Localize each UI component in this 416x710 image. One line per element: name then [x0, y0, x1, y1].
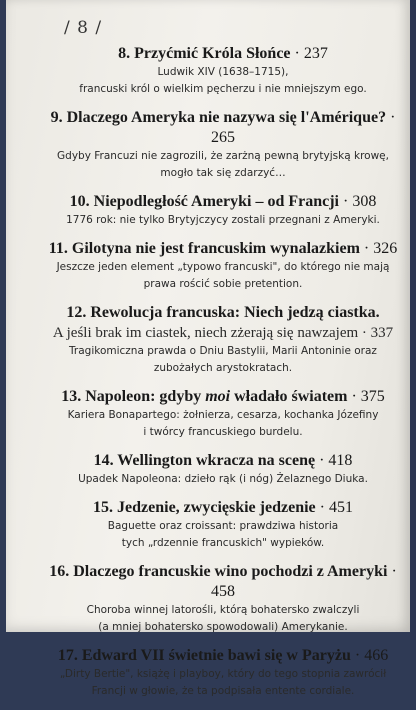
chapter-page: · 375 — [351, 388, 385, 405]
toc-entry — [46, 498, 400, 552]
chapter-title: 11. Gilotyna nie jest francuskim wynalazkiem · 326 — [48, 240, 398, 257]
toc-entry — [46, 387, 400, 441]
chapter-page: · 466 — [354, 647, 389, 664]
toc-entry — [46, 303, 400, 377]
chapter-description: Ludwik XIV (1638–1715), francuski król o wielkim pęcherzu i nie mniejszym ego. — [79, 66, 367, 95]
chapter-description: Kariera Bonapartego: żołnierza, cesarza, kochanka Józefiny i twórcy francuskiego burdelu. — [67, 409, 379, 438]
toc-entry — [46, 646, 400, 700]
table-of-contents — [46, 44, 400, 710]
chapter-page: · 418 — [319, 452, 353, 469]
chapter-title: 17. Edward VII świetnie bawi się w Paryżu · 466 — [57, 647, 389, 664]
toc-entry — [46, 451, 400, 488]
chapter-description: Upadek Napoleona: dzieło rąk (i nóg) Żelaznego Diuka. — [78, 473, 368, 485]
chapter-page: · 451 — [319, 499, 353, 516]
toc-entry — [46, 44, 400, 98]
book-page — [6, 0, 410, 697]
chapter-description: Baguette oraz croissant: prawdziwa historia tych „rdzennie francuskich" wypieków. — [107, 520, 339, 549]
toc-entry — [46, 108, 400, 182]
chapter-page: · 458 — [211, 563, 397, 600]
toc-entry — [46, 239, 400, 293]
chapter-description: „Dirty Bertie", książę i playboy, który do tego stopnia zawrócił Francji w głowie, że ta podpisała entente cordiale. — [59, 668, 387, 697]
chapter-title: 10. Niepodległość Ameryki – od Francji · 308 — [69, 193, 377, 210]
chapter-description: 1776 rok: nie tylko Brytyjczycy zostali przegnani z Ameryki. — [66, 214, 380, 226]
chapter-title: 9. Dlaczego Ameryka nie nazywa się l'Amérique? · 265 — [50, 109, 396, 146]
chapter-page: · 265 — [211, 109, 396, 146]
toc-entry — [46, 562, 400, 636]
chapter-description: Choroba winnej latorośli, którą bohatersko zwalczyli (a mniej bohatersko spowodowali) Amerykanie. — [86, 604, 360, 633]
chapter-description: Gdyby Francuzi nie zagrozili, że zarżną pewną brytyjską krowę, mogło tak się zdarzyć… — [57, 150, 389, 179]
chapter-subtitle: A jeśli brak im ciastek, niech zżerają się nawzajem · 337 — [52, 325, 394, 341]
chapter-description: Jeszcze jeden element „typowo francuski", do którego nie mają prawa rościć sobie pretention. — [56, 261, 390, 290]
chapter-title: 14. Wellington wkracza na scenę · 418 — [93, 452, 353, 469]
chapter-title: 12. Rewolucja francuska: Niech jedzą ciastka. — [66, 304, 380, 321]
chapter-page: · 237 — [294, 45, 328, 62]
chapter-title: 15. Jedzenie, zwycięskie jedzenie · 451 — [93, 499, 353, 516]
background-edge — [410, 0, 416, 640]
chapter-title: 13. Napoleon: gdyby moi władało światem · 375 — [61, 388, 385, 405]
chapter-page: · 337 — [361, 325, 394, 341]
chapter-title: 8. Przyćmić Króla Słońce · 237 — [118, 45, 328, 62]
page-number: / 8 / — [64, 18, 103, 38]
chapter-page: · 326 — [363, 240, 398, 257]
toc-entry — [46, 192, 400, 229]
chapter-description: Tragikomiczna prawda o Dniu Bastylii, Marii Antoninie oraz zubożałych arystokratach. — [69, 345, 377, 374]
chapter-page: · 308 — [342, 193, 377, 210]
chapter-title: 16. Dlaczego francuskie wino pochodzi z Ameryki · 458 — [49, 563, 397, 600]
